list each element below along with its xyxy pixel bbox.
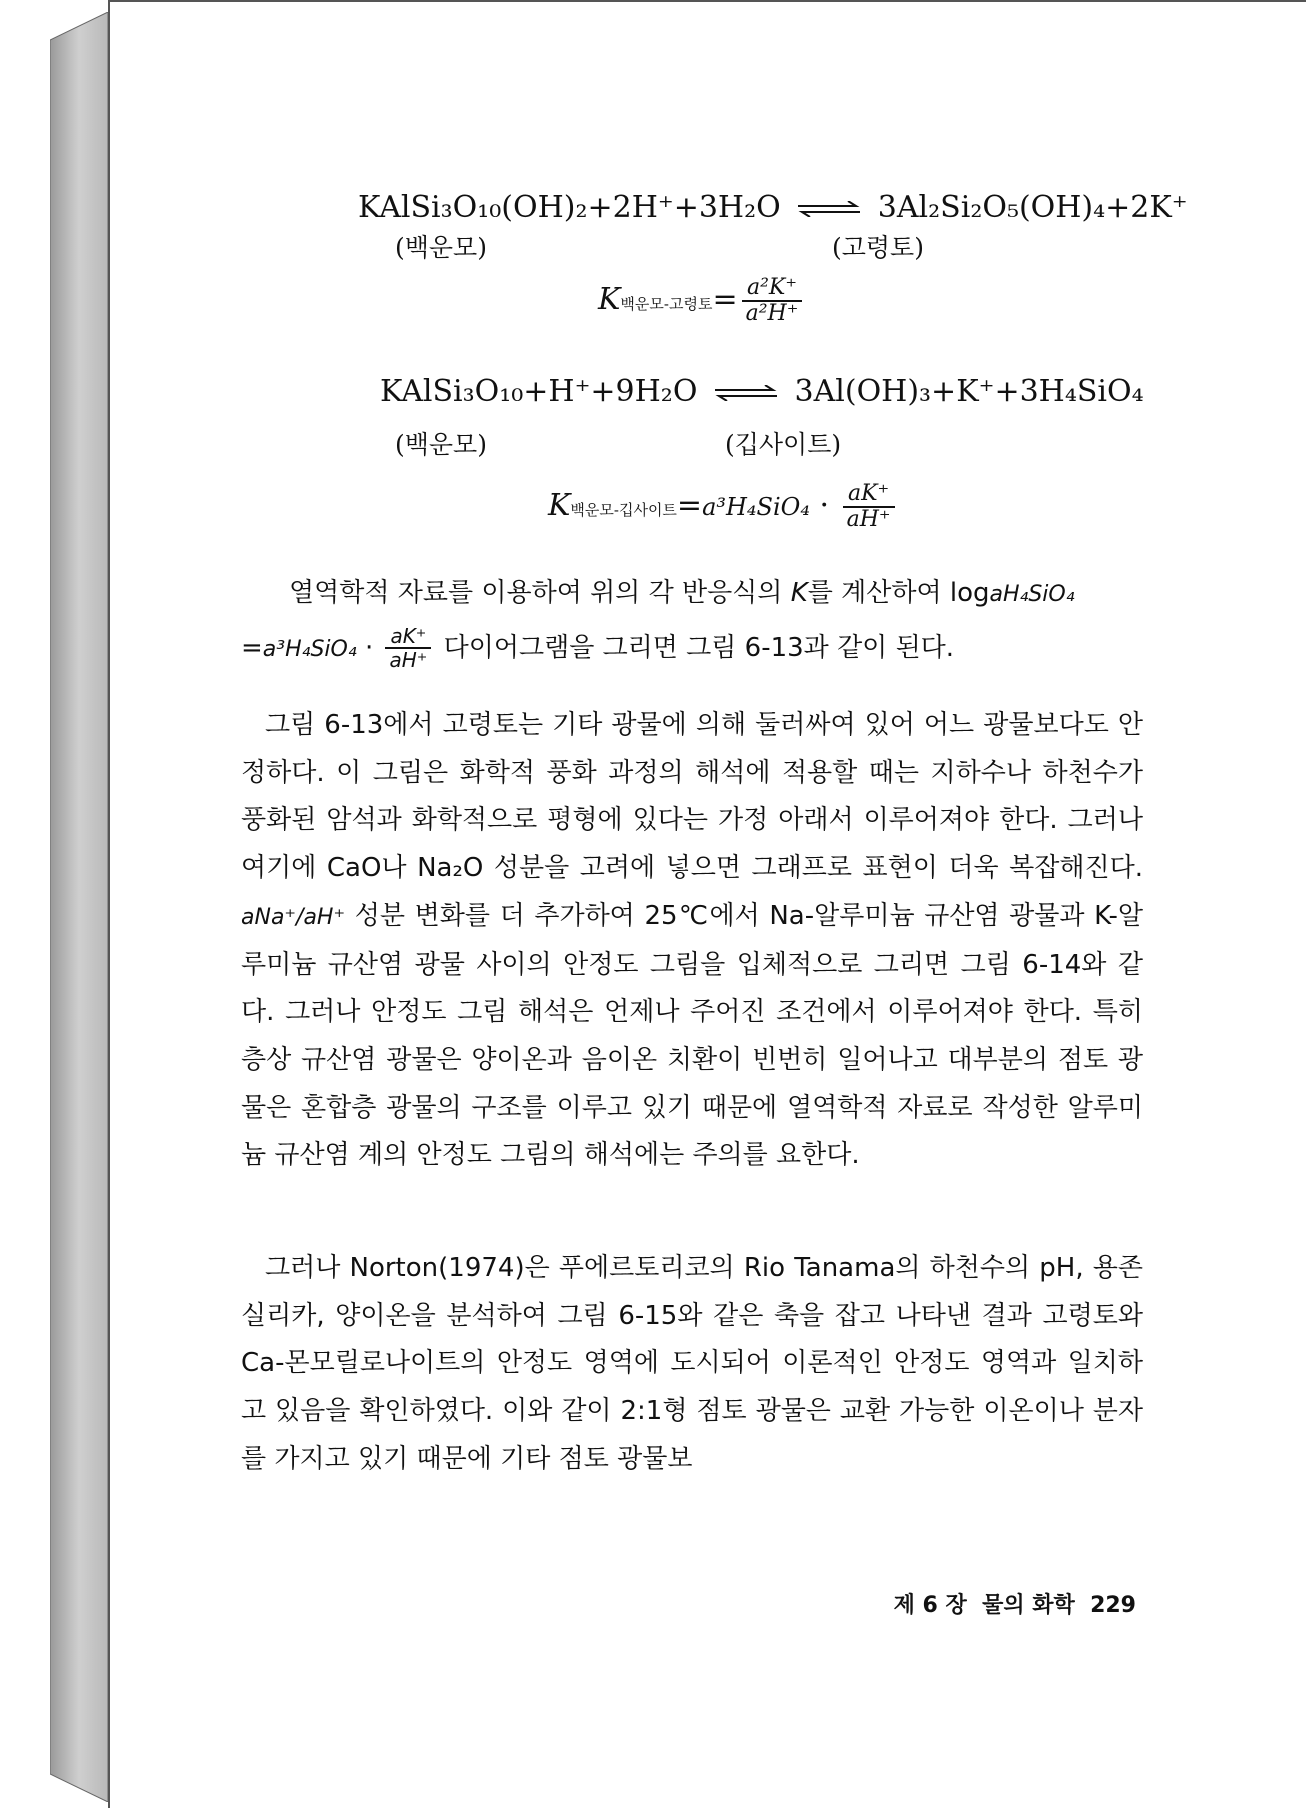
activity-fraction <box>385 625 431 671</box>
paragraph-2 <box>241 702 1144 1180</box>
equation-1-product-name: (고령토) <box>832 233 924 262</box>
k-symbol: K <box>548 488 571 524</box>
multiplication-dot: · <box>819 488 830 524</box>
fraction-denominator: aH⁺ <box>389 648 428 673</box>
activity-fraction <box>843 482 895 532</box>
equals-sign: = <box>241 632 263 663</box>
page-number: 229 <box>1090 1593 1136 1618</box>
equation-1 <box>358 190 1188 225</box>
equation-1-product: 3Al₂Si₂O₅(OH)₄+2K⁺ <box>877 190 1188 225</box>
chapter-title: 물의 화학 <box>982 1593 1075 1618</box>
k-subscript: 백운모-고령토 <box>620 295 713 314</box>
chapter-label: 제 6 장 <box>893 1593 967 1618</box>
paragraph-1-text: 다이어그램을 그리면 그림 6-13과 같이 된다. <box>435 632 955 663</box>
equation-2-product: 3Al(OH)₃+K⁺+3H₄SiO₄ <box>794 374 1144 409</box>
multiplication-dot: · <box>364 632 374 663</box>
paragraph-3-text: 그러나 Norton(1974)은 푸에르토리코의 Rio Tanama의 하천수의 pH, 용존 실리카, 양이온을 분석하여 그림 6-15와 같은 축을 잡고 나타낸 결과 고령토와 Ca-몬모릴로나이트의 안정도 영역에 도시되어 이론적인 안정도 영역과 일치하고 있음을 확인하였다. 이와 같이 2:1형 점토 광물은 교환 가능한 이온이나 분자를 가지고 있기 때문에 기타 점토 광물보 <box>241 1253 1143 1474</box>
equation-2-reactant-name: (백운모) <box>395 430 487 459</box>
activity-ratio: aNa⁺/aH⁺ <box>241 904 346 930</box>
equilibrium-constant-2: K백운모-깁사이트=a³H₄SiO₄ · $\frac{aK^+}{aH^+}$ <box>548 482 899 532</box>
equation-2 <box>380 374 1144 409</box>
page-footer <box>894 1588 1136 1619</box>
fraction-numerator: aK⁺ <box>843 482 895 508</box>
equilibrium-arrow-icon <box>713 385 779 401</box>
paragraph-3 <box>241 1245 1143 1484</box>
equation-2-product-name: (깁사이트) <box>725 430 842 459</box>
book-edge <box>50 12 110 1802</box>
equilibrium-constant-1: K백운모-고령토= $\frac{\text{a²K⁺}}{\text{a²H⁺}}$ <box>598 276 806 326</box>
equation-1-reactant: KAlSi₃O₁₀(OH)₂+2H⁺+3H₂O <box>358 190 781 225</box>
activity-term: a³H₄SiO₄ <box>262 636 357 662</box>
equation-1-reactant-name: (백운모) <box>395 233 487 262</box>
fraction-numerator: a²K⁺ <box>742 276 803 302</box>
fraction-denominator: aH⁺ <box>846 507 891 533</box>
k-symbol: K <box>598 282 621 318</box>
activity-term: a³H₄SiO₄ <box>702 493 810 522</box>
paragraph-1-text: 를 계산하여 log <box>807 578 990 608</box>
k-subscript: 백운모-깁사이트 <box>570 501 677 520</box>
log-term: aH₄SiO₄ <box>989 582 1075 607</box>
k-symbol: K <box>790 578 808 608</box>
paragraph-1-text: 열역학적 자료를 이용하여 위의 각 반응식의 <box>289 578 791 608</box>
paragraph-2-text: 그림 6-13에서 고령토는 기타 광물에 의해 둘러싸여 있어 어느 광물보다도 안정하다. 이 그림은 화학적 풍화 과정의 해석에 적용할 때는 지하수나 하천수가 풍화된 암석과 화학적으로 평형에 있다는 가정 아래서 이루어져야 한다. 그러나 여기에 CaO나 Na₂O 성분을 고려에 넣으면 그래프로 표현이 더욱 복잡해진다. <box>241 710 1144 884</box>
paragraph-2-text: 성분 변화를 더 추가하여 25℃에서 Na-알루미늄 규산염 광물과 K-알루미늄 규산염 광물 사이의 안정도 그림을 입체적으로 그리면 그림 6-14와 같다. 그러나 안정도 그림 해석은 언제나 주어진 조건에서 이루어져야 한다. 특히 층상 규산염 광물은 양이온과 음이온 치환이 빈번히 일어나고 대부분의 점토 광물은 혼합층 광물의 구조를 이루고 있기 때문에 열역학적 자료로 작성한 알루미늄 규산염 계의 안정도 그림의 해석에는 주의를 요한다. <box>241 900 1144 1171</box>
paragraph-1 <box>241 570 1143 673</box>
activity-fraction <box>742 276 803 326</box>
fraction-denominator: a²H⁺ <box>745 301 799 327</box>
equation-2-reactant: KAlSi₃O₁₀+H⁺+9H₂O <box>380 374 698 409</box>
fraction-numerator: aK⁺ <box>385 625 431 649</box>
equilibrium-arrow-icon <box>796 201 862 217</box>
